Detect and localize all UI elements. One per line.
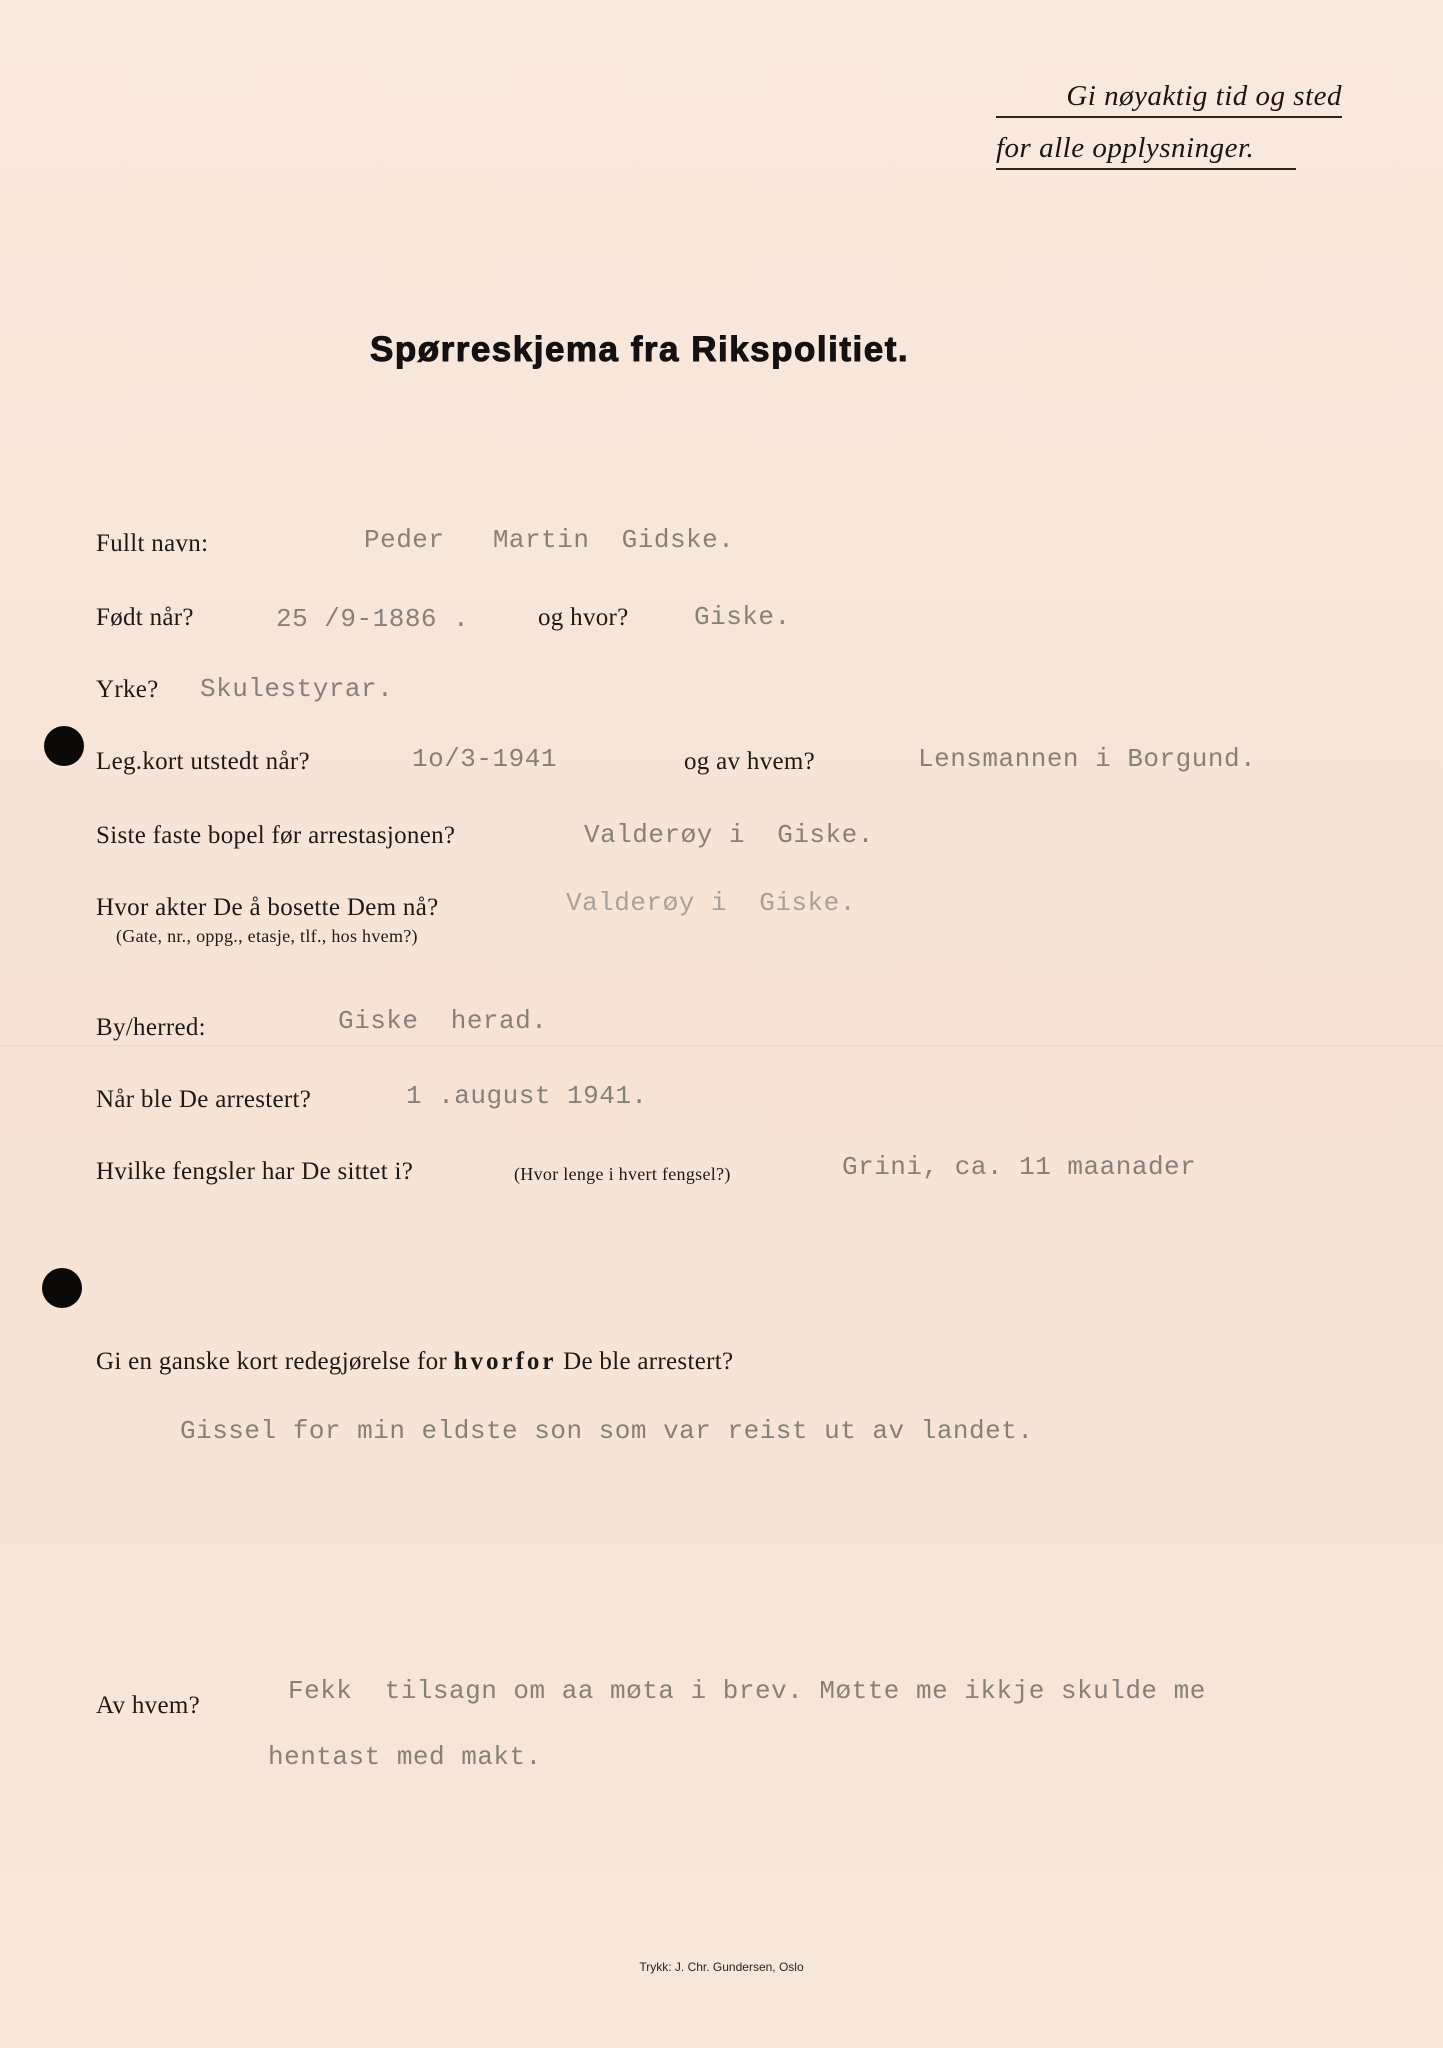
- settle-note: (Gate, nr., oppg., etasje, tlf., hos hvem?): [116, 926, 418, 946]
- reason-label-pre: Gi en ganske kort redegjørelse for: [96, 1348, 448, 1375]
- born-value: 25 /9-1886 .: [276, 604, 470, 634]
- reason-label-emphasis: hvorfor: [453, 1348, 557, 1375]
- born-label: Født når?: [96, 604, 194, 631]
- reason-label-post: De ble arrestert?: [563, 1348, 734, 1375]
- id-card-by-label: og av hvem?: [684, 748, 816, 775]
- by-whom-value-line-1: Fekk tilsagn om aa møta i brev. Møtte me ikkje skulde me: [288, 1676, 1206, 1706]
- born-where-value: Giske.: [694, 602, 791, 632]
- district-value: Giske herad.: [338, 1006, 548, 1036]
- id-card-date-value: 1o/3-1941: [412, 744, 557, 774]
- notice-line-1: Gi nøyaktig tid og sted: [996, 80, 1342, 118]
- notice-line-2: for alle opplysninger.: [996, 132, 1296, 170]
- arrested-value: 1 .august 1941.: [406, 1081, 648, 1111]
- prisons-label: Hvilke fengsler har De sittet i?: [96, 1158, 414, 1185]
- name-value: Peder Martin Gidske.: [364, 525, 735, 555]
- reason-label: [96, 1348, 733, 1376]
- punch-hole-lower: [42, 1268, 82, 1308]
- last-address-label: Siste faste bopel før arrestasjonen?: [96, 822, 456, 849]
- prisons-value: Grini, ca. 11 maanader: [842, 1152, 1197, 1182]
- settle-value: Valderøy i Giske.: [566, 888, 856, 918]
- district-label: By/herred:: [96, 1014, 206, 1041]
- last-address-value: Valderøy i Giske.: [584, 820, 874, 850]
- born-where-label: og hvor?: [538, 604, 629, 631]
- id-card-label: Leg.kort utstedt når?: [96, 748, 310, 775]
- prisons-note: (Hvor lenge i hvert fengsel?): [514, 1164, 731, 1184]
- arrested-label: Når ble De arrestert?: [96, 1086, 312, 1113]
- printer-imprint: Trykk: J. Chr. Gundersen, Oslo: [639, 1960, 804, 1974]
- by-whom-label: Av hvem?: [96, 1692, 200, 1719]
- fold-line: [0, 1045, 1443, 1046]
- reason-value: Gissel for min eldste son som var reist ut av landet.: [180, 1416, 1034, 1446]
- form-title: Spørreskjema fra Rikspolitiet.: [370, 330, 910, 369]
- by-whom-value-line-2: hentast med makt.: [268, 1742, 542, 1772]
- instruction-notice: [996, 80, 1342, 170]
- occupation-label: Yrke?: [96, 676, 159, 703]
- settle-label: Hvor akter De å bosette Dem nå?: [96, 894, 439, 921]
- occupation-value: Skulestyrar.: [200, 674, 394, 704]
- punch-hole-upper: [44, 726, 84, 766]
- id-card-by-value: Lensmannen i Borgund.: [918, 744, 1257, 774]
- name-label: Fullt navn:: [96, 530, 209, 557]
